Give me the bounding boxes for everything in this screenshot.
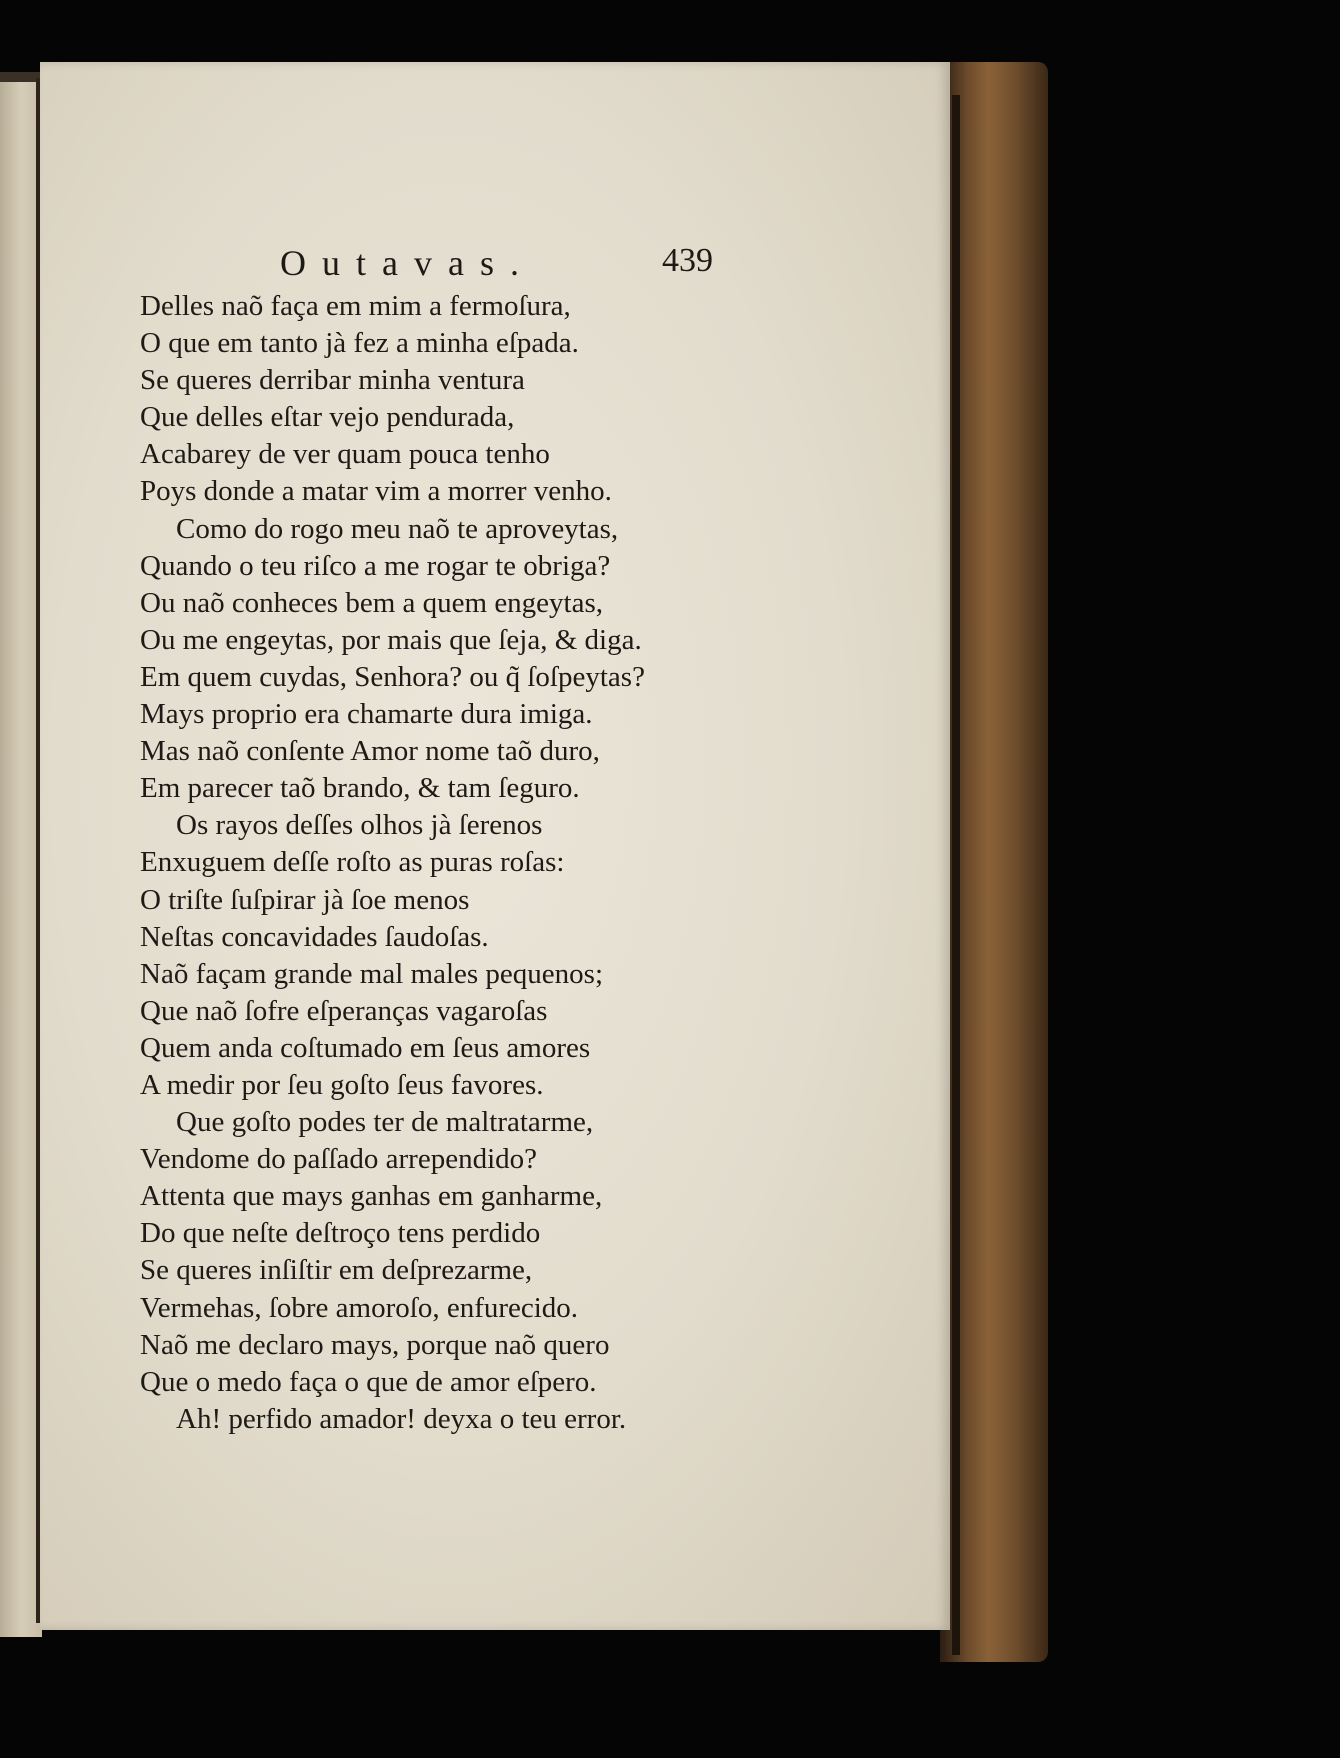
verse-line: O que em tanto jà fez a minha eſpada. [140, 327, 579, 360]
verse-line: Quando o teu riſco a me rogar te obriga? [140, 549, 611, 582]
verse-line: Os rayos deſſes olhos jà ſerenos [176, 809, 543, 842]
page-number: 439 [662, 242, 713, 279]
verse-line: A medir por ſeu goſto ſeus favores. [140, 1068, 544, 1101]
verse-line: Como do rogo meu naõ te aproveytas, [176, 512, 619, 545]
cover-spine-shadow [952, 95, 960, 1655]
verse-line: Vermehas, ſobre amoroſo, enfurecido. [140, 1291, 579, 1324]
running-title: Outavas. [280, 243, 535, 283]
verse-line: Vendome do paſſado arrependido? [140, 1143, 537, 1176]
verse-line: Que delles eſtar vejo pendurada, [140, 401, 515, 434]
verse-line: Que goſto podes ter de maltratarme, [176, 1106, 594, 1139]
verse-line: Acabarey de ver quam pouca tenho [140, 438, 550, 471]
poem-text [140, 288, 840, 1438]
verse-line: O triſte ſuſpirar jà ſoe menos [140, 883, 470, 916]
verse-line: Delles naõ faça em mim a fermoſura, [140, 290, 571, 322]
verse-line: Se queres derribar minha ventura [140, 364, 525, 397]
verse-line: Naõ me declaro mays, porque naõ quero [140, 1328, 610, 1361]
verse-line: Ou naõ conheces bem a quem engeytas, [140, 586, 604, 619]
verse-line: Que naõ ſofre eſperanças vagaroſas [140, 994, 548, 1027]
verse-line: Que o medo faça o que de amor eſpero. [140, 1365, 597, 1398]
verse-line: Poys donde a matar vim a morrer venho. [140, 475, 612, 508]
verse-line: Ou me engeytas, por mais que ſeja, & diga. [140, 623, 642, 656]
verse-line: Se queres inſiſtir em deſprezarme, [140, 1254, 533, 1287]
verse-line: Em quem cuydas, Senhora? ou q̃ ſoſpeytas? [140, 660, 645, 693]
verse-line: Mays proprio era chamarte dura imiga. [140, 698, 593, 731]
verse-line: Quem anda coſtumado em ſeus amores [140, 1031, 591, 1064]
verse-line: Ah! perfido amador! deyxa o teu error. [176, 1402, 627, 1435]
book-page [40, 62, 950, 1630]
verse-line: Mas naõ conſente Amor nome taõ duro, [140, 735, 600, 768]
verse-line: Enxuguem deſſe roſto as puras roſas: [140, 846, 565, 879]
verse-line: Neſtas concavidades ſaudoſas. [140, 920, 489, 953]
verse-line: Em parecer taõ brando, & tam ſeguro. [140, 772, 580, 805]
verse-line: Naõ façam grande mal males pequenos; [140, 957, 604, 990]
verse-line: Do que neſte deſtroço tens perdido [140, 1217, 541, 1250]
verse-line: Attenta que mays ganhas em ganharme, [140, 1180, 603, 1213]
